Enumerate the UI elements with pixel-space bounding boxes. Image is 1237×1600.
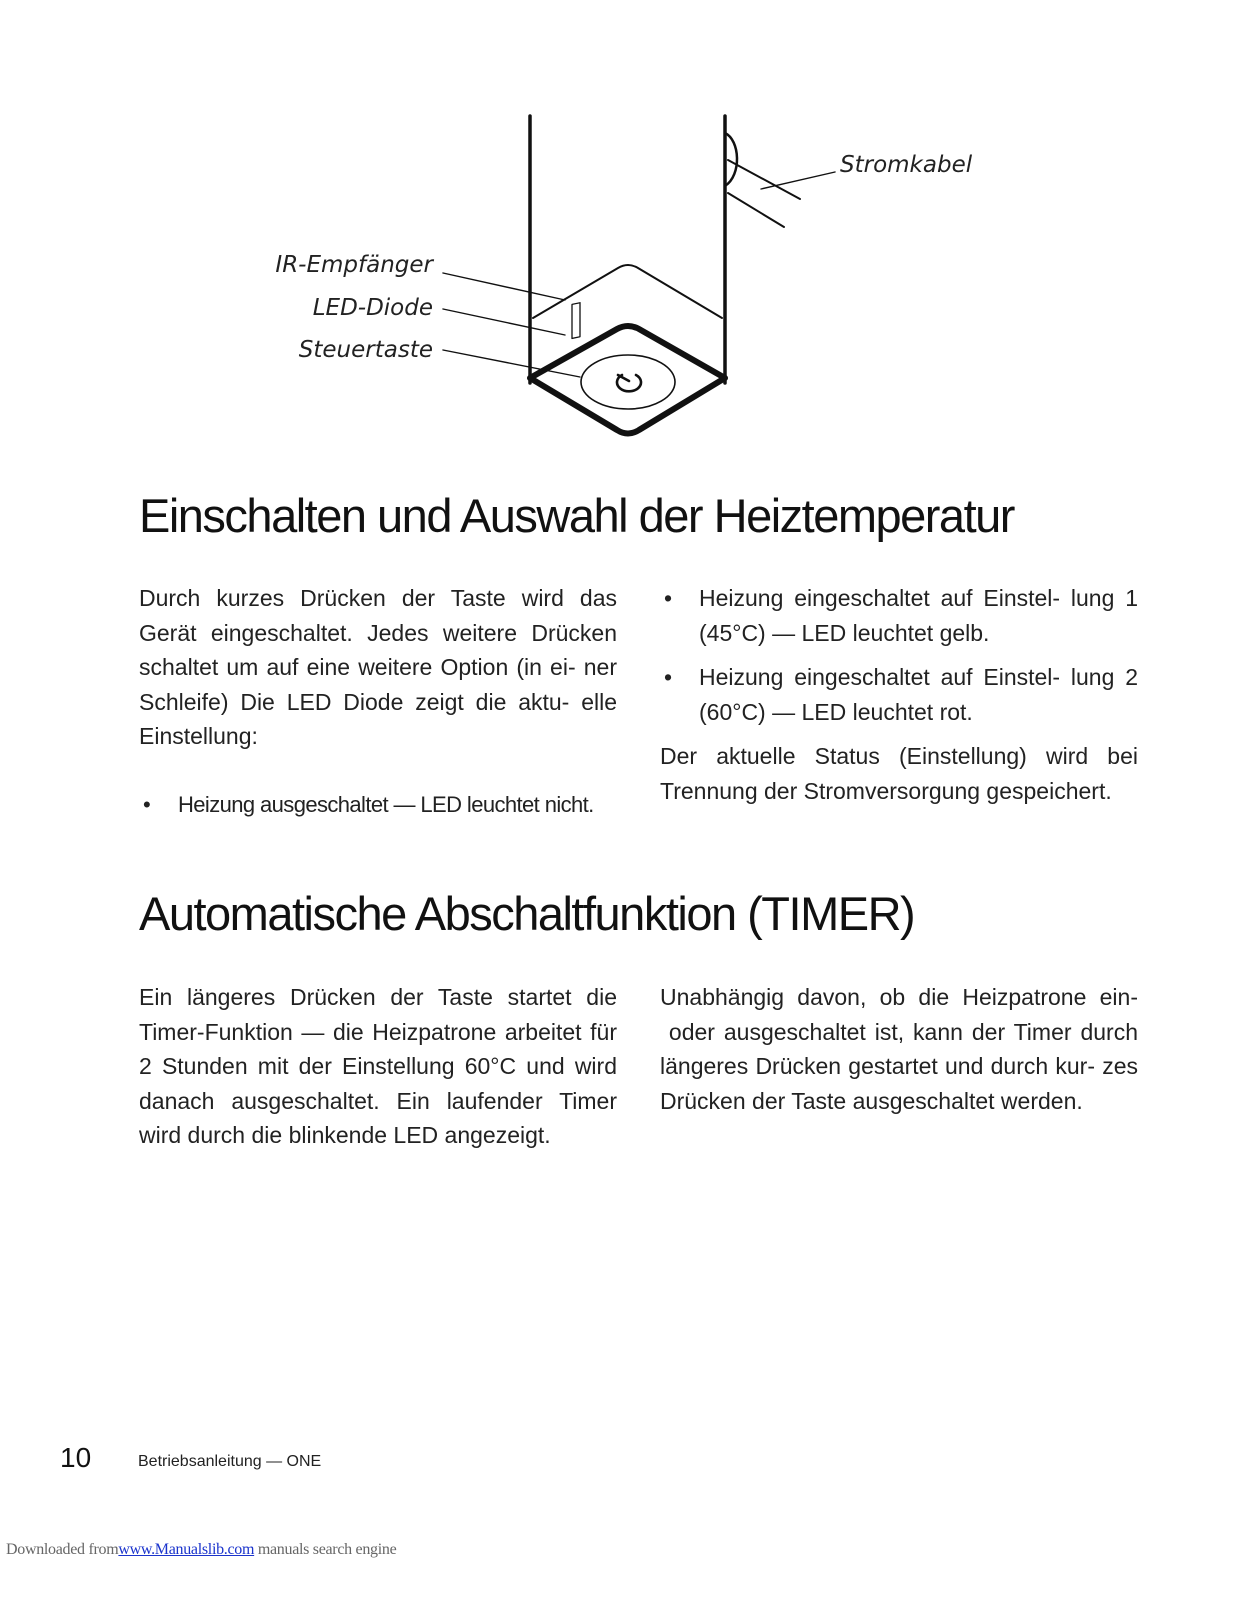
section1-intro: Durch kurzes Drücken der Taste wird das Gerät eingeschaltet. Jedes weitere Drücken schaltet um auf eine weitere Option (in ei- ner Schleife) Die LED Diode zeigt die aktu- elle Einstellung:: [139, 585, 617, 750]
led-indicator: [572, 303, 580, 339]
footer-doc-title: Betriebsanleitung — ONE: [138, 1453, 322, 1470]
list-item-off: • Heizung ausgeschaltet — LED leuchtet nicht.: [139, 788, 617, 823]
watermark-prefix: Downloaded from: [6, 1541, 119, 1558]
label-steuertaste: Steuertaste: [298, 337, 433, 363]
section1-list-right: [660, 581, 1138, 729]
list-item-setting-1: • Heizung eingeschaltet auf Einstel- lung 1 (45°C) — LED leuchtet gelb.: [660, 581, 1138, 650]
power-icon: [617, 375, 641, 391]
section2-right-column: [660, 980, 1138, 1118]
section1-list-left: [139, 788, 617, 823]
section1-left-column: [139, 581, 617, 823]
label-led-diode: LED-Diode: [312, 295, 433, 321]
section1-right-column: [660, 581, 1138, 809]
device-diagram: [0, 0, 1237, 460]
head-top-face: [533, 265, 722, 318]
power-cable-upper: [728, 160, 800, 199]
section-title-einschalten: Einschalten und Auswahl der Heiztemperatur: [139, 489, 1014, 542]
leader-stromkabel: [761, 172, 835, 189]
section2-left-text: Ein längeres Drücken der Taste startet die Timer-Funktion — die Heizpatrone arbeitet für 2 Stunden mit der Einstellung 60°C und wird danach ausgeschaltet. Ein laufender Timer wird durch die blinkende LED angezeigt.: [139, 984, 617, 1149]
section1-status-note: Der aktuelle Status (Einstellung) wird bei Trennung der Stromversorgung gespeichert.: [660, 743, 1138, 804]
manualslib-link[interactable]: www.Manualslib.com: [118, 1541, 255, 1558]
leader-ir: [443, 273, 565, 300]
label-ir-empfaenger: IR-Empfänger: [275, 252, 433, 278]
section2-left-column: [139, 980, 617, 1153]
page-number: 10: [60, 1442, 92, 1473]
control-button: [581, 355, 675, 409]
download-watermark: [6, 1541, 396, 1559]
watermark-suffix: manuals search engine: [254, 1541, 397, 1558]
section2-right-text: Unabhängig davon, ob die Heizpatrone ein- oder ausgeschaltet ist, kann der Timer durch längeres Drücken gestartet und durch kur- zes Drücken der Taste ausgeschaltet werden.: [660, 984, 1138, 1114]
leader-led: [443, 309, 565, 335]
list-item-setting-2: • Heizung eingeschaltet auf Einstel- lung 2 (60°C) — LED leuchtet rot.: [660, 660, 1138, 729]
label-stromkabel: Stromkabel: [840, 152, 973, 178]
cable-grommet: [725, 133, 737, 186]
power-cable-lower: [728, 193, 784, 227]
section-title-timer: Automatische Abschaltfunktion (TIMER): [139, 887, 915, 940]
